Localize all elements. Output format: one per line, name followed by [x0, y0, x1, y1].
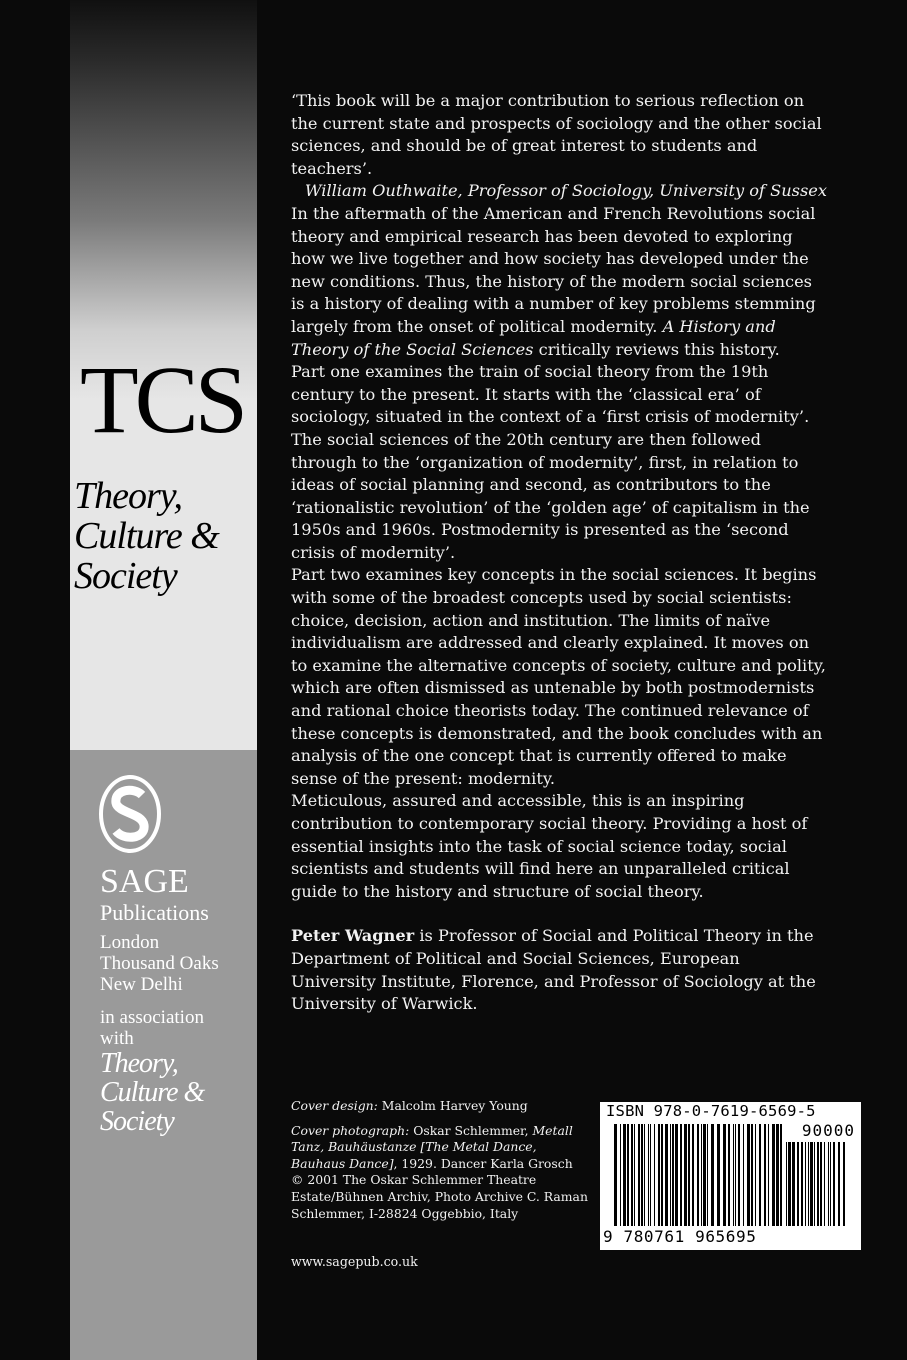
barcode-bar [759, 1124, 761, 1226]
barcode-bar [634, 1124, 635, 1226]
barcode-bar [772, 1124, 775, 1226]
book-title: A History and Theory of the Social Sciences [291, 316, 776, 359]
barcode-bar [764, 1124, 766, 1226]
barcode-bar [688, 1124, 690, 1226]
barcode-bar [747, 1124, 750, 1226]
barcode-bar [692, 1124, 694, 1226]
barcode-bar [805, 1142, 806, 1226]
barcode-bar [814, 1142, 815, 1226]
author-bio [291, 925, 827, 1015]
design-credit [291, 1098, 591, 1115]
barcode-bar [620, 1124, 621, 1226]
endorsement-quote: ‘This book will be a major contribution to serious reflection on the current state and prospects of sociology and the other social sciences, and should be of great interest to students and teachers’. [291, 91, 822, 178]
publisher-info [100, 864, 250, 1136]
copyright-notice: © 2001 The Oskar Schlemmer Theatre Estate/Bühnen Archiv, Photo Archive C. Raman Schlemmer, I-28824 Oggebbio, Italy [291, 1172, 588, 1221]
barcode-bar [648, 1124, 649, 1226]
publisher-imprint: Publications [100, 900, 209, 925]
barcode-bar [644, 1124, 645, 1226]
paragraph-text: In the aftermath of the American and French Revolutions social theory and empirical research has been devoted to exploring how we live together and how society has developed under the new conditions. Thus, the history of the modern social sciences is a history of dealing with a number of key problems stemming largely from the onset of political modernity. [291, 203, 816, 336]
ean-barcode-bars [614, 1124, 782, 1226]
description-paragraph [291, 203, 827, 361]
barcode-bar [697, 1124, 699, 1226]
barcode-bar [631, 1124, 633, 1226]
publisher-name: SAGE [100, 863, 189, 900]
addon-barcode-bars [786, 1142, 846, 1226]
description-paragraph: Meticulous, assured and accessible, this is an inspiring contribution to contemporary social theory. Providing a host of essential insights into the task of social science today, social scientists and students will find here an unparalleled critical guide to the history and structure of social theory. [291, 791, 808, 901]
description-paragraph: Part one examines the train of social theory from the 19th century to the present. It starts with the ‘classical era’ of sociology, situated in the context of a ‘first crisis of modernity’. The social sciences of the 20th century are then followed through to the ‘organization of modernity’, first, in relation to ideas of social planning and second, as contributors to the ‘rationalistic revolution’ of the ‘golden age’ of capitalism in the 1950s and 1960s. Postmodernity is presented as the ‘second crisis of modernity’. [291, 362, 810, 562]
barcode-bar [735, 1124, 736, 1226]
barcode-bar [780, 1124, 782, 1226]
barcode-bar [675, 1124, 678, 1226]
credit-value: Oskar Schlemmer, [413, 1122, 529, 1138]
credit-label: Cover design: [291, 1098, 378, 1113]
barcode-bar [820, 1142, 822, 1226]
barcode-bar [788, 1142, 791, 1226]
barcode-bar [661, 1124, 663, 1226]
credit-value: , 1929. Dancer Karla Grosch [393, 1155, 573, 1171]
barcode-bar [670, 1124, 671, 1226]
barcode-bar [614, 1124, 617, 1226]
barcode-bar [680, 1124, 682, 1226]
barcode-bar [808, 1142, 809, 1226]
barcode-bar [797, 1142, 799, 1226]
barcode-bar [843, 1142, 845, 1226]
isbn-text: ISBN 978-0-7619-6569-5 [606, 1102, 816, 1120]
series-name [74, 476, 254, 596]
barcode-bar [751, 1124, 753, 1226]
barcode-bar [641, 1124, 643, 1226]
barcode-bar [830, 1142, 831, 1226]
barcode-bar [728, 1124, 730, 1226]
photo-credit [291, 1123, 591, 1223]
barcode-bar [792, 1142, 795, 1226]
barcode-bar [838, 1142, 840, 1226]
barcode-bar [817, 1142, 819, 1226]
barcode-bar [717, 1124, 720, 1226]
barcode-bar [650, 1124, 651, 1226]
barcode-bar [658, 1124, 660, 1226]
barcode-bar [701, 1124, 702, 1226]
price-code: 90000 [801, 1121, 855, 1140]
description-paragraph: Part two examines key concepts in the social sciences. It begins with some of the broadest concepts used by social scientists: choice, decision, action and institution. The limits of naïve individualism are addressed and clearly explained. It moves on to examine the alternative concepts of society, culture and polity, which are often dismissed as untenable by both postmodernists and rational choice theorists today. The continued relevance of these concepts is demonstrated, and the book concludes with an analysis of the one concept that is currently offered to make sense of the present: modernity. [291, 565, 826, 788]
barcode-bar [703, 1124, 706, 1226]
barcode-bar [672, 1124, 674, 1226]
isbn-barcode [600, 1102, 861, 1250]
barcode-bar [623, 1124, 626, 1226]
barcode-bar [833, 1142, 835, 1226]
location: New Delhi [100, 974, 183, 995]
barcode-bar [654, 1124, 655, 1226]
barcode-bar [801, 1142, 803, 1226]
paragraph-text: critically reviews this history. [538, 339, 780, 359]
barcode-bar [684, 1124, 687, 1226]
artwork-title: Metall Tanz, Bauhäustanze [291, 1122, 573, 1155]
location: Thousand Oaks [100, 953, 219, 974]
partner-line: Society [100, 1106, 174, 1137]
artwork-translation: [The Metal Dance, Bauhaus Dance] [291, 1139, 537, 1171]
association-line: in association [100, 1007, 204, 1028]
barcode-bar [627, 1124, 629, 1226]
series-name-line: Culture & [74, 515, 219, 557]
association-label [100, 1007, 250, 1049]
barcode-bar [723, 1124, 726, 1226]
series-name-line: Theory, [74, 475, 183, 517]
barcode-bar [776, 1124, 779, 1226]
series-name-line: Society [74, 555, 177, 597]
credit-label: Cover photograph: [291, 1122, 410, 1138]
barcode-bar [743, 1124, 744, 1226]
publisher-website: www.sagepub.co.uk [291, 1254, 418, 1269]
series-initials: TCS [80, 346, 245, 453]
association-line: with [100, 1028, 134, 1049]
publisher-locations [100, 932, 250, 995]
barcode-bar [738, 1124, 740, 1226]
barcode-bar [828, 1142, 829, 1226]
partner-line: Culture & [100, 1077, 205, 1108]
endorsement-attribution: William Outhwaite, Professor of Sociology, University of Sussex [304, 181, 827, 201]
partner-name [100, 1049, 250, 1136]
barcode-bar [707, 1124, 708, 1226]
blurb-text [291, 90, 827, 1016]
barcode-bar [824, 1142, 825, 1226]
barcode-bar [711, 1124, 714, 1226]
credit-value: Malcolm Harvey Young [381, 1098, 528, 1113]
sage-logo-icon [98, 773, 162, 855]
barcode-bar [768, 1124, 769, 1226]
barcode-bar [755, 1124, 756, 1226]
location: London [100, 932, 160, 953]
barcode-bar [786, 1142, 787, 1226]
partner-line: Theory, [100, 1048, 178, 1079]
barcode-bar [810, 1142, 813, 1226]
author-bio-text: is Professor of Social and Political Theory in the Department of Political and Social Sciences, European University Institute, Florence, and Professor of Sociology at the University of Warwick. [291, 926, 816, 1014]
barcode-bar [733, 1124, 734, 1226]
author-name: Peter Wagner [291, 926, 415, 946]
ean-digits: 9 780761 965695 [603, 1227, 757, 1246]
cover-credits [291, 1098, 591, 1230]
barcode-bar [665, 1124, 668, 1226]
barcode-bar [638, 1124, 640, 1226]
